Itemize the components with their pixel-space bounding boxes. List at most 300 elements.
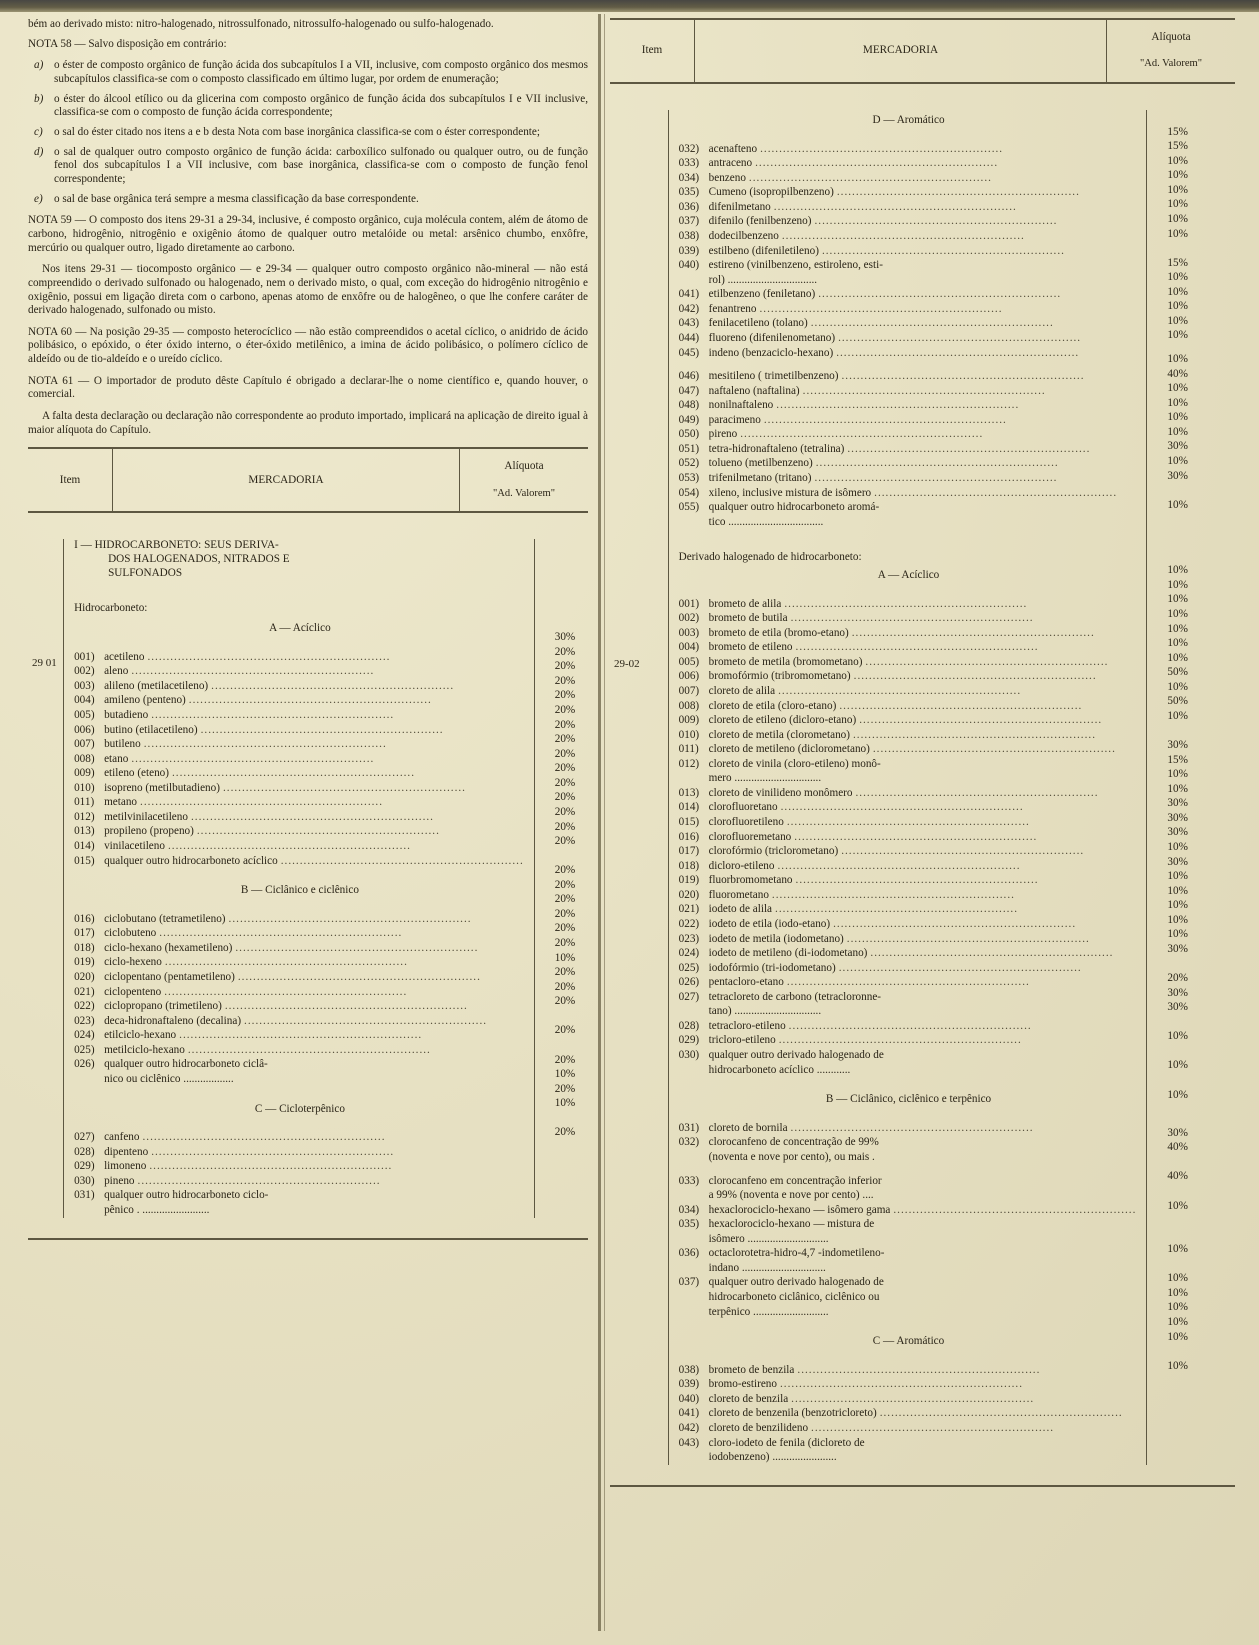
item-name: hexaclorociclo-hexano — isômero gama [708, 1203, 891, 1216]
tariff-row [679, 244, 1139, 259]
rate-value: 20% [554, 937, 576, 950]
item-name: cloreto de benzenila (benzotricloreto) [708, 1407, 877, 1420]
leader-dots: ................................................................ [137, 1174, 381, 1187]
leader-dots: ................................................................ [836, 346, 1080, 359]
item-name: iodeto de metileno (di-iodometano) [708, 947, 868, 960]
item-number: 038) [678, 1363, 700, 1376]
item-number: 032) [678, 1136, 700, 1149]
leader-dots: ................................................................ [140, 796, 384, 809]
rate-value: 20% [554, 1053, 576, 1066]
section-title-line: DOS HALOGENADOS, NITRADOS E [108, 553, 290, 566]
item-number: 004) [74, 694, 95, 707]
tariff-row [679, 742, 1139, 757]
section-title-line: SULFONADOS [108, 566, 183, 579]
leader-dots: ................................................................ [797, 1363, 1041, 1376]
right-header-rate [1107, 20, 1235, 82]
item-number: 007) [678, 684, 700, 697]
item-name: fluorbromometano [708, 874, 793, 887]
tariff-row-rate [541, 834, 582, 849]
item-number: 025) [74, 1043, 95, 1056]
tariff-row [679, 859, 1139, 874]
item-name: butileno [104, 738, 141, 751]
tariff-row-rate [1153, 314, 1229, 329]
leader-dots: ................................................................ [784, 597, 1028, 610]
tariff-row [679, 1217, 1139, 1246]
tariff-row-rate [1153, 957, 1229, 986]
item-name: bromofórmio (tribromometano) [708, 670, 851, 683]
chapter-code: 29 01 [32, 657, 57, 670]
chapter-code: 29-02 [614, 658, 640, 670]
item-name: cloreto de alila [708, 684, 776, 697]
tariff-row-line [679, 1406, 1139, 1421]
note-58-item [28, 126, 588, 140]
item-number: 055) [678, 501, 700, 514]
tariff-row-rate [1153, 439, 1229, 454]
item-number: 024) [678, 947, 700, 960]
tariff-row-rate [1153, 724, 1229, 753]
rate-value: 20% [554, 922, 576, 935]
tariff-row-line [679, 1135, 1139, 1150]
rate-value: 30% [1167, 986, 1188, 999]
right-column [610, 18, 1235, 1487]
tariff-row-line [679, 331, 1139, 346]
rate-value: 10% [1167, 498, 1188, 511]
item-number: 022) [678, 917, 700, 930]
tariff-row-rate [1153, 665, 1229, 680]
tariff-row-rate [1153, 636, 1229, 651]
item-name: difenilo (fenilbenzeno) [708, 215, 812, 228]
leader-dots: ................................................................ [755, 157, 999, 170]
tariff-row-line [74, 664, 526, 679]
tariff-row [679, 156, 1139, 171]
item-name: cloreto de vinila (cloro-etileno) monô- [708, 757, 881, 770]
leader-dots: ................................................................ [188, 694, 432, 707]
tariff-row [679, 699, 1139, 714]
rate-value: 15% [1167, 125, 1188, 138]
item-name: tetra-hidronaftaleno (tetralina) [708, 442, 845, 455]
item-number: 002) [74, 665, 95, 678]
tariff-row [74, 664, 526, 679]
leader-dots: ................................................................ [786, 816, 1030, 829]
rate-value: 10% [1167, 782, 1188, 795]
tariff-row-line [74, 970, 526, 985]
rate-value: 10% [1167, 899, 1188, 912]
leader-dots: ................................................................ [781, 230, 1025, 243]
item-name: brometo de metila (bromometano) [708, 655, 863, 668]
tariff-row-line [679, 815, 1139, 830]
item-name: ciclobuteno [104, 927, 157, 940]
tariff-row-rate [1153, 855, 1229, 870]
item-name: dodecilbenzeno [708, 230, 779, 243]
leader-dots: ................................................................ [748, 171, 992, 184]
rate-value: 20% [554, 704, 576, 717]
tariff-row-line [679, 1048, 1139, 1063]
item-name: antraceno [708, 157, 753, 170]
tariff-row-rate [1153, 651, 1229, 666]
leader-dots: ................................................................ [814, 472, 1058, 485]
tariff-row-rate [541, 718, 582, 733]
tariff-row-rate [541, 776, 582, 791]
item-number: 040) [678, 1392, 700, 1405]
tariff-row-line [679, 185, 1139, 200]
right-tariff-table [610, 18, 1235, 1487]
right-header-item: Item [610, 20, 695, 82]
spacer [679, 529, 1139, 551]
tariff-row-line [679, 1436, 1139, 1451]
left-header-rate-line2: "Ad. Valorem" [492, 487, 556, 499]
rate-value: 10% [1167, 1199, 1188, 1212]
item-number: 045) [678, 346, 700, 359]
tariff-row [74, 781, 526, 796]
tariff-row-line [74, 810, 526, 825]
item-name: ciclobutano (tetrametileno) [104, 912, 226, 925]
tariff-row-line [679, 486, 1139, 501]
rate-value: 20% [554, 791, 576, 804]
tariff-row-rate [1153, 825, 1229, 840]
tariff-row [679, 640, 1139, 655]
tariff-row-rate [1153, 709, 1229, 724]
rate-value: 10% [1167, 1088, 1188, 1101]
item-number: 005) [74, 708, 95, 721]
tariff-row-rate [1153, 592, 1229, 607]
tariff-row-rate [1153, 680, 1229, 695]
item-name: clorofluoretileno [708, 816, 784, 829]
tariff-row-line [679, 975, 1139, 990]
note-60: NOTA 60 — Na posição 29-35 — composto heterocíclico — não estão compreendidos o acetal cíclico, o anidrido de ácido polibásico, o epóxido, o éter óxido interno, o éter-óxido metilênico, a imina de ácido polibásico, o polímero cíclico de aldeído ou de tio-aldeído e o ureído cíclico. [28, 325, 588, 366]
tariff-row-line [679, 990, 1139, 1005]
tariff-row-rate [1153, 367, 1229, 382]
tariff-row-line [679, 742, 1139, 757]
tariff-row [679, 873, 1139, 888]
tariff-row [679, 961, 1139, 976]
leader-dots: ................................................................ [773, 200, 1017, 213]
tariff-row-line [74, 1014, 526, 1029]
tariff-row-line [679, 500, 1139, 515]
item-number: 033) [678, 157, 700, 170]
item-number: 010) [74, 781, 95, 794]
row-gap [1153, 343, 1229, 352]
tariff-row-line [74, 766, 526, 781]
tariff-row-rate [1153, 1213, 1229, 1257]
rate-value: 10% [554, 1068, 576, 1081]
rate-value: 20% [1167, 972, 1188, 985]
rate-value: 10% [1167, 411, 1188, 424]
leader-dots: ................................................................ [811, 1422, 1055, 1435]
note-59-p2: Nos itens 29-31 — tiocomposto orgânico — e 29-34 — qualquer outro composto orgânico não-mineral — não está compreendido o derivado sulfonado ou halogenado, nem o derivado misto, o qual, com exceção do hidrogênio nitrogênio e oxigênio, possui em ligação direta com o carbono, apenas atomo de enxôfre ou de halogêneo, o que lhe confere caráter de derivado halogenado, sulfonado ou misto. [28, 263, 588, 317]
tariff-row-rate [541, 907, 582, 922]
tariff-row-line [74, 985, 526, 1000]
tariff-row-line [679, 859, 1139, 874]
rate-value: 40% [1167, 1141, 1188, 1154]
tariff-row [679, 413, 1139, 428]
leader-dots: ................................................................ [795, 641, 1039, 654]
item-name: acenafteno [708, 142, 758, 155]
tariff-row [679, 229, 1139, 244]
rate-value: 20% [554, 966, 576, 979]
item-name: ciclopenteno [104, 985, 162, 998]
rate-value: 10% [1167, 884, 1188, 897]
item-name: difenilmetano [708, 200, 771, 213]
item-name: cloro-iodeto de fenila (dicloreto de [708, 1436, 865, 1449]
item-name-continuation: pênico . ........................ [104, 1204, 210, 1216]
leader-dots: ................................................................ [833, 917, 1077, 930]
rate-value: 10% [1167, 154, 1188, 167]
item-name: trifenilmetano (tritano) [708, 472, 812, 485]
rate-value: 10% [1167, 1243, 1188, 1256]
leader-dots: ................................................................ [190, 810, 434, 823]
tariff-row-rate [1153, 840, 1229, 855]
rate-value: 10% [1167, 680, 1188, 693]
tariff-row-rate [1153, 410, 1229, 425]
item-number: 001) [678, 597, 700, 610]
tariff-row [679, 486, 1139, 501]
tariff-row [74, 824, 526, 839]
leader-dots: ................................................................ [211, 679, 455, 692]
tariff-row-line [74, 1188, 526, 1203]
item-name: qualquer outro hidrocarboneto ciclo- [104, 1189, 269, 1202]
item-name: pentacloro-etano [708, 976, 784, 989]
note-58-item-marker: d) [34, 145, 44, 158]
item-number: 046) [678, 370, 700, 383]
tariff-row [74, 766, 526, 781]
item-number: 048) [678, 399, 700, 412]
tariff-row-rate [541, 878, 582, 893]
tariff-row-line [679, 961, 1139, 976]
item-name: vinilacetileno [104, 840, 165, 852]
tariff-row-line [679, 1203, 1139, 1218]
item-number: 032) [678, 142, 700, 155]
tariff-row-rate [1153, 168, 1229, 183]
tariff-row [679, 975, 1139, 990]
rate-value: 20% [554, 980, 576, 993]
tariff-row-rate [1153, 578, 1229, 593]
item-number: 043) [678, 1436, 700, 1449]
leader-dots: ................................................................ [740, 428, 984, 441]
tariff-row-rate [1153, 782, 1229, 797]
tariff-row-line [679, 1363, 1139, 1378]
tariff-row [679, 990, 1139, 1019]
rate-value: 30% [1167, 942, 1188, 955]
note-58-item [28, 146, 588, 187]
tariff-row [679, 1048, 1139, 1077]
leader-dots: ................................................................ [164, 985, 408, 998]
column-divider [598, 14, 601, 1631]
tariff-row [679, 331, 1139, 346]
tariff-row-rate [1153, 352, 1229, 367]
tariff-row-rate [1153, 1111, 1229, 1140]
rate-value: 15% [1167, 140, 1188, 153]
tariff-row [679, 844, 1139, 859]
tariff-row [679, 946, 1139, 961]
item-name: tolueno (metilbenzeno) [708, 457, 813, 470]
tariff-row-line [679, 699, 1139, 714]
left-column [28, 18, 588, 1240]
tariff-row [74, 1174, 526, 1189]
tariff-row-line [679, 214, 1139, 229]
leader-dots: ................................................................ [815, 457, 1059, 470]
item-number: 038) [678, 230, 700, 243]
item-number: 014) [678, 801, 700, 814]
rate-value: 10% [1167, 928, 1188, 941]
tariff-row [74, 1028, 526, 1043]
tariff-row-line [74, 1159, 526, 1174]
left-rate-cells [535, 539, 588, 1217]
leader-dots: ................................................................ [776, 399, 1020, 412]
rate-value: 20% [554, 907, 576, 920]
tariff-row-line [679, 626, 1139, 641]
tariff-row-rate [541, 761, 582, 776]
group-title: C — Aromático [872, 1335, 945, 1348]
leader-dots: ................................................................ [777, 859, 1021, 872]
tariff-row-rate [1153, 483, 1229, 512]
tariff-row-rate [541, 645, 582, 660]
tariff-row [679, 932, 1139, 947]
tariff-row-rate [541, 863, 582, 878]
left-header-rate [460, 449, 588, 511]
tariff-row [679, 684, 1139, 699]
tariff-row [74, 679, 526, 694]
tariff-row-rate [541, 630, 582, 645]
item-number: 017) [74, 927, 95, 940]
spacer [541, 583, 582, 601]
item-name: brometo de etila (bromo-etano) [708, 626, 849, 639]
tariff-row-rate [1153, 1271, 1229, 1286]
tariff-row [74, 854, 526, 869]
item-name: cloreto de vinilideno monômero [708, 786, 853, 799]
rate-value: 20% [554, 820, 576, 833]
tariff-row-rate [1153, 811, 1229, 826]
tariff-row-rate [541, 1096, 582, 1111]
rate-value: 30% [1167, 855, 1188, 868]
item-name: etilciclo-hexano [104, 1029, 177, 1042]
item-name: acetileno [104, 650, 145, 663]
leader-dots: ................................................................ [794, 830, 1038, 843]
tariff-row-rate [1153, 942, 1229, 957]
tariff-row-line [679, 1217, 1139, 1232]
right-header-rate-line2: "Ad. Valorem" [1139, 58, 1203, 70]
tariff-row-line [679, 287, 1139, 302]
tariff-row [679, 800, 1139, 815]
rate-value: 10% [1167, 1301, 1188, 1314]
rate-value: 20% [554, 660, 576, 673]
item-number: 016) [74, 912, 95, 925]
tariff-row-rate [1153, 694, 1229, 709]
note-58-item-text: o sal de base orgânica terá sempre a mesma classificação da base correspondente. [54, 192, 419, 205]
item-name: iodofórmio (tri-iodometano) [708, 961, 836, 974]
tariff-row-rate [1153, 563, 1229, 578]
tariff-row-rate [541, 688, 582, 703]
rate-value: 30% [1167, 826, 1188, 839]
item-number: 016) [678, 830, 700, 843]
item-number: 005) [678, 655, 700, 668]
item-number: 012) [74, 810, 95, 823]
item-number: 021) [678, 903, 700, 916]
tariff-row-rate [541, 790, 582, 805]
rate-value: 30% [1167, 469, 1188, 482]
rate-value: 10% [1167, 271, 1188, 284]
tariff-row-rate [1153, 328, 1229, 343]
tariff-row [679, 214, 1139, 229]
leader-dots: ................................................................ [280, 854, 524, 867]
tariff-row-rate [541, 1053, 582, 1068]
rate-value: 20% [554, 1024, 576, 1037]
item-number: 029) [74, 1160, 95, 1173]
tariff-row [679, 655, 1139, 670]
leader-dots: ................................................................ [893, 1203, 1137, 1216]
item-name: fluorometano [708, 888, 769, 901]
group-title: B — Ciclânico e ciclênico [240, 884, 359, 897]
tariff-row [679, 757, 1139, 786]
tariff-row [679, 815, 1139, 830]
tariff-row-line [74, 1174, 526, 1189]
note-61-p2: A falta desta declaração ou declaração não correspondente ao produto importado, implicará na aplicação de direito igual à maior alíquota do Capítulo. [28, 410, 588, 436]
rate-value: 10% [1167, 768, 1188, 781]
rate-value: 20% [554, 893, 576, 906]
item-name: cloreto de bornila [708, 1121, 788, 1134]
item-number: 002) [678, 612, 700, 625]
item-name: iodeto de etila (iodo-etano) [708, 917, 831, 930]
rate-value: 10% [1167, 637, 1188, 650]
leader-dots: ................................................................ [841, 845, 1085, 858]
tariff-row-line [74, 1028, 526, 1043]
rate-value: 10% [1167, 608, 1188, 620]
leader-dots: ................................................................ [235, 941, 479, 954]
left-item-codes [28, 539, 64, 1217]
tariff-row [679, 258, 1139, 287]
tariff-row-line [679, 786, 1139, 801]
tariff-row-rate [1153, 1344, 1229, 1373]
left-header-rate-line1: Alíquota [504, 460, 544, 473]
leader-dots: ................................................................ [760, 142, 1004, 155]
page-top-edge [0, 0, 1259, 12]
item-name: fenilacetileno (tolano) [708, 317, 808, 330]
item-name: cloreto de benzilideno [708, 1422, 809, 1435]
item-name: qualquer outro hidrocarboneto ciclâ- [104, 1058, 268, 1071]
tariff-row [679, 669, 1139, 684]
item-number: 039) [678, 244, 700, 257]
item-number: 003) [74, 679, 95, 692]
tariff-row [679, 1019, 1139, 1034]
tariff-row [679, 142, 1139, 157]
rate-value: 10% [1167, 1316, 1188, 1328]
tariff-row-line [679, 442, 1139, 457]
item-name-continuation: terpênico ........................... [708, 1305, 829, 1318]
leader-dots: ................................................................ [874, 486, 1118, 499]
item-name: brometo de butila [708, 612, 788, 625]
item-name: fenantreno [708, 302, 757, 315]
rate-value: 10% [1167, 454, 1188, 467]
item-number: 031) [74, 1189, 95, 1202]
tariff-row-line [74, 737, 526, 752]
section-title [74, 539, 526, 580]
tariff-row [74, 737, 526, 752]
tariff-row-line [74, 999, 526, 1014]
rate-value: 20% [554, 1126, 576, 1139]
tariff-row [679, 316, 1139, 331]
tariff-row [74, 985, 526, 1000]
item-number: 021) [74, 985, 95, 998]
tariff-row-rate [1153, 607, 1229, 622]
tariff-row-rate [541, 921, 582, 936]
tariff-row-line [679, 229, 1139, 244]
item-number: 022) [74, 1000, 95, 1013]
leader-dots: ................................................................ [147, 650, 391, 663]
item-number: 041) [678, 1407, 700, 1420]
rate-value: 10% [1167, 314, 1188, 327]
tariff-row-line [679, 932, 1139, 947]
leader-dots: ................................................................ [795, 874, 1039, 887]
item-name: iodeto de metila (iodometano) [708, 932, 844, 945]
